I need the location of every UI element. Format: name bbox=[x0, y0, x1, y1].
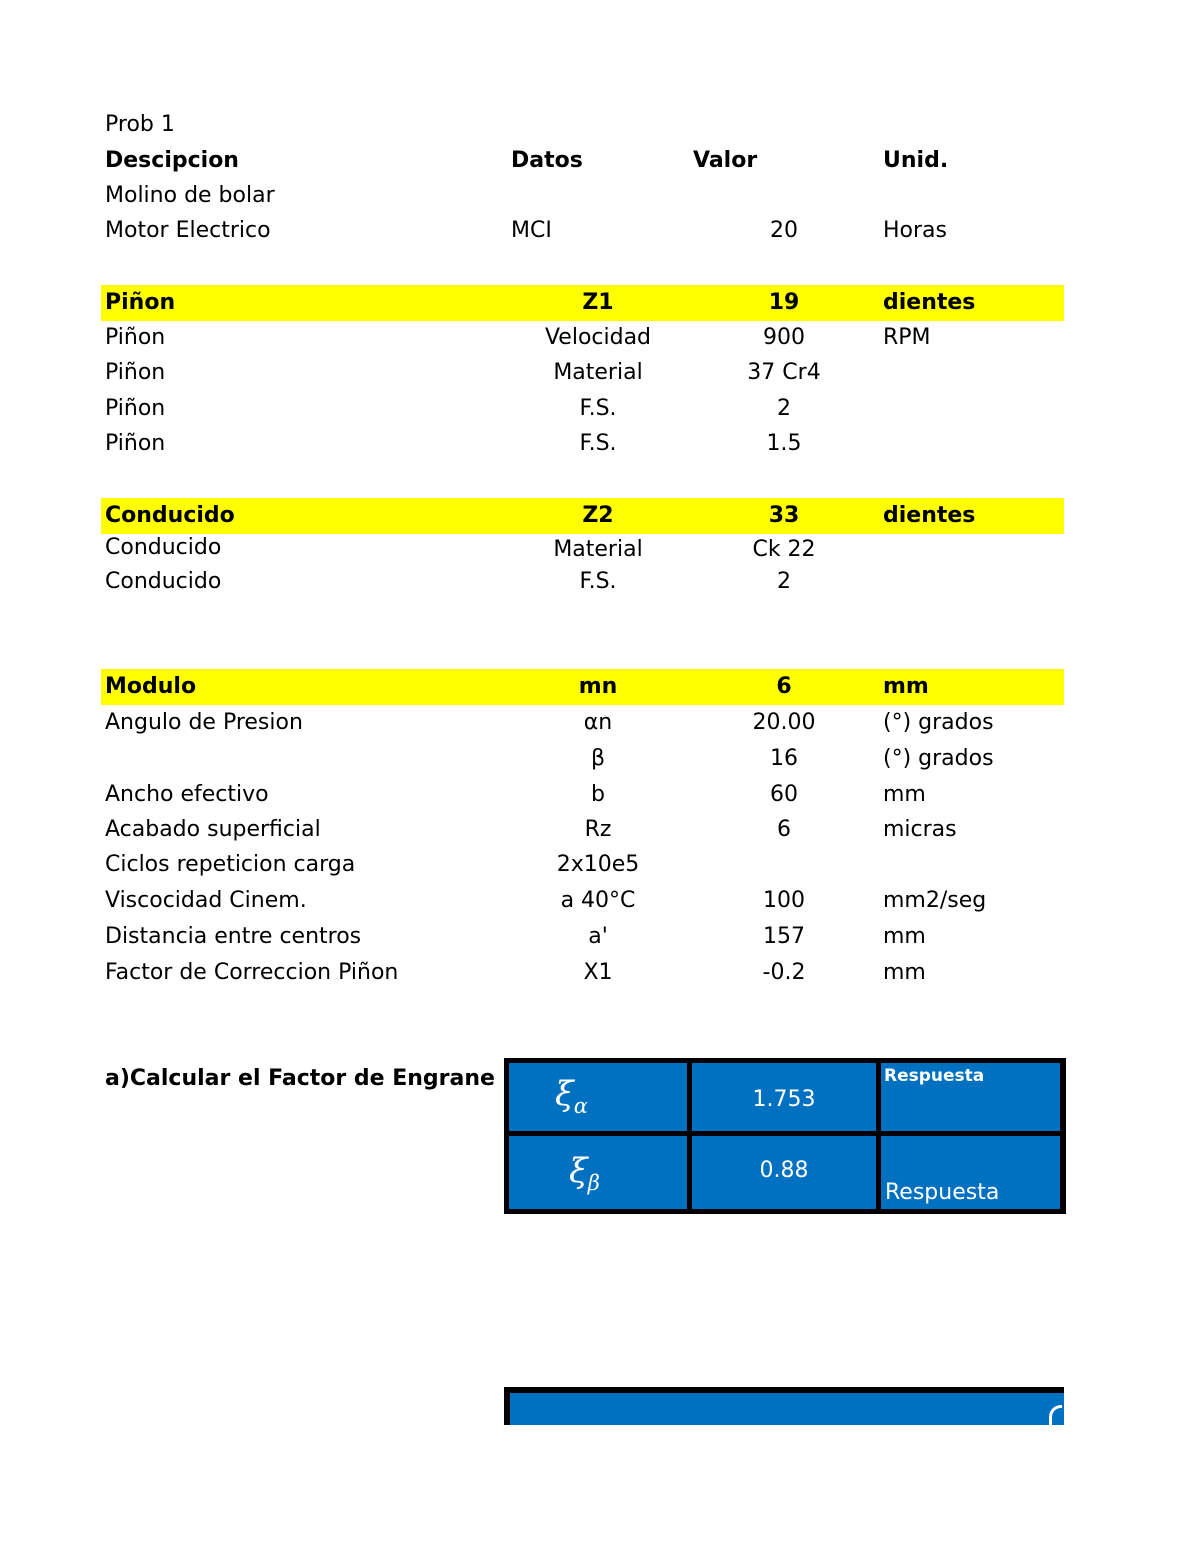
row-desc: Molino de bolar bbox=[105, 183, 275, 208]
table-row bbox=[101, 883, 1064, 919]
row-datos: b bbox=[591, 782, 605, 807]
table-row bbox=[101, 391, 1064, 427]
xi-alpha-answer-cell[interactable] bbox=[881, 1063, 1060, 1131]
row-valor: 1.5 bbox=[766, 431, 802, 456]
table-row bbox=[101, 564, 1064, 600]
row-unid: mm2/seg bbox=[883, 888, 987, 913]
row-desc: Conducido bbox=[105, 503, 235, 528]
row-valor: 37 Cr4 bbox=[747, 360, 821, 385]
row-valor: 16 bbox=[770, 746, 798, 771]
row-desc: Factor de Correccion Piñon bbox=[105, 960, 399, 985]
row-datos: F.S. bbox=[579, 431, 617, 456]
xi-alpha-value: 1.753 bbox=[752, 1087, 816, 1112]
row-unid: mm bbox=[883, 960, 926, 985]
row-desc: Conducido bbox=[105, 569, 222, 594]
row-desc: Piñon bbox=[105, 360, 166, 385]
row-desc: Angulo de Presion bbox=[105, 710, 303, 735]
row-unid: mm bbox=[883, 674, 929, 699]
row-desc: Motor Electrico bbox=[105, 218, 271, 243]
row-datos: MCI bbox=[511, 218, 552, 243]
row-unid: (°) grados bbox=[883, 710, 994, 735]
row-valor: 900 bbox=[763, 325, 805, 350]
row-datos: Rz bbox=[584, 817, 612, 842]
row-datos: X1 bbox=[583, 960, 613, 985]
row-valor: 100 bbox=[763, 888, 805, 913]
xi-beta-symbol-cell bbox=[509, 1136, 687, 1209]
xi-beta-value-cell bbox=[692, 1136, 876, 1209]
xi-beta-answer: Respuesta bbox=[885, 1180, 1000, 1205]
row-unid: micras bbox=[883, 817, 957, 842]
row-datos: a 40°C bbox=[560, 888, 636, 913]
table-row bbox=[101, 847, 1064, 883]
table-row bbox=[101, 355, 1064, 391]
row-unid: Horas bbox=[883, 218, 947, 243]
row-valor: 2 bbox=[777, 396, 791, 421]
table-row bbox=[101, 777, 1064, 813]
table-row bbox=[101, 919, 1064, 955]
table-row bbox=[101, 213, 1064, 249]
row-datos: Material bbox=[553, 537, 643, 562]
row-desc: Piñon bbox=[105, 396, 166, 421]
table-row-highlight bbox=[101, 669, 1064, 705]
table-row-highlight bbox=[101, 498, 1064, 534]
row-unid: mm bbox=[883, 924, 926, 949]
row-datos: αn bbox=[583, 710, 613, 735]
row-valor: -0.2 bbox=[762, 960, 806, 985]
row-desc: Acabado superficial bbox=[105, 817, 321, 842]
row-desc: Ancho efectivo bbox=[105, 782, 269, 807]
row-desc: Piñon bbox=[105, 290, 176, 315]
table-row bbox=[101, 426, 1064, 462]
xi-alpha-symbol: $\xi_\alpha$ bbox=[555, 1074, 588, 1118]
row-datos: 2x10e5 bbox=[556, 852, 640, 877]
row-valor: 20 bbox=[770, 218, 798, 243]
header-descripcion: Descipcion bbox=[105, 148, 239, 173]
row-unid: dientes bbox=[883, 503, 976, 528]
header-datos: Datos bbox=[511, 148, 583, 173]
row-datos: Velocidad bbox=[544, 325, 652, 350]
answer-grid bbox=[504, 1058, 1066, 1214]
table-row bbox=[101, 705, 1064, 741]
row-unid: (°) grados bbox=[883, 746, 994, 771]
table-row bbox=[101, 812, 1064, 848]
row-valor: 19 bbox=[768, 290, 800, 315]
header-unid: Unid. bbox=[883, 148, 949, 173]
table-row bbox=[101, 178, 1064, 214]
row-valor: 157 bbox=[763, 924, 805, 949]
row-valor: 6 bbox=[776, 674, 792, 699]
question-label: a)Calcular el Factor de Engrane bbox=[105, 1066, 495, 1091]
row-desc: Viscocidad Cinem. bbox=[105, 888, 307, 913]
table-row bbox=[101, 955, 1064, 991]
row-desc: Modulo bbox=[105, 674, 197, 699]
row-unid: RPM bbox=[883, 325, 931, 350]
xi-beta-symbol: $\xi_\beta$ bbox=[569, 1151, 600, 1195]
header-valor: Valor bbox=[693, 148, 758, 173]
row-datos: Z1 bbox=[582, 290, 614, 315]
xi-alpha-value-cell bbox=[692, 1063, 876, 1131]
row-valor: 20.00 bbox=[752, 710, 816, 735]
row-datos: β bbox=[590, 746, 606, 771]
row-valor: Ck 22 bbox=[752, 537, 816, 562]
row-datos: mn bbox=[578, 674, 618, 699]
row-unid: dientes bbox=[883, 290, 976, 315]
row-datos: a' bbox=[588, 924, 608, 949]
row-desc: Distancia entre centros bbox=[105, 924, 362, 949]
xi-beta-value: 0.88 bbox=[759, 1158, 809, 1183]
row-desc: Piñon bbox=[105, 431, 166, 456]
row-desc: Piñon bbox=[105, 325, 166, 350]
table-row bbox=[101, 741, 1064, 777]
partial-answer-box-fill bbox=[510, 1393, 1064, 1425]
row-datos: F.S. bbox=[579, 396, 617, 421]
xi-beta-answer-cell[interactable] bbox=[881, 1136, 1060, 1209]
table-row bbox=[101, 530, 1064, 566]
table-row bbox=[101, 320, 1064, 356]
table-row-highlight bbox=[101, 285, 1064, 321]
row-datos: Z2 bbox=[582, 503, 614, 528]
row-valor: 60 bbox=[770, 782, 798, 807]
title-row bbox=[101, 107, 1064, 143]
row-valor: 6 bbox=[777, 817, 791, 842]
row-desc: Ciclos repeticion carga bbox=[105, 852, 356, 877]
row-datos: F.S. bbox=[579, 569, 617, 594]
row-desc: Conducido bbox=[105, 535, 222, 560]
partial-answer-box bbox=[504, 1387, 1064, 1425]
xi-alpha-answer: Respuesta bbox=[884, 1066, 985, 1086]
row-unid: mm bbox=[883, 782, 926, 807]
row-datos: Material bbox=[553, 360, 643, 385]
xi-alpha-symbol-cell bbox=[509, 1063, 687, 1131]
row-valor: 33 bbox=[768, 503, 800, 528]
header-row bbox=[101, 143, 1064, 179]
problem-title: Prob 1 bbox=[105, 112, 175, 137]
row-valor: 2 bbox=[777, 569, 791, 594]
